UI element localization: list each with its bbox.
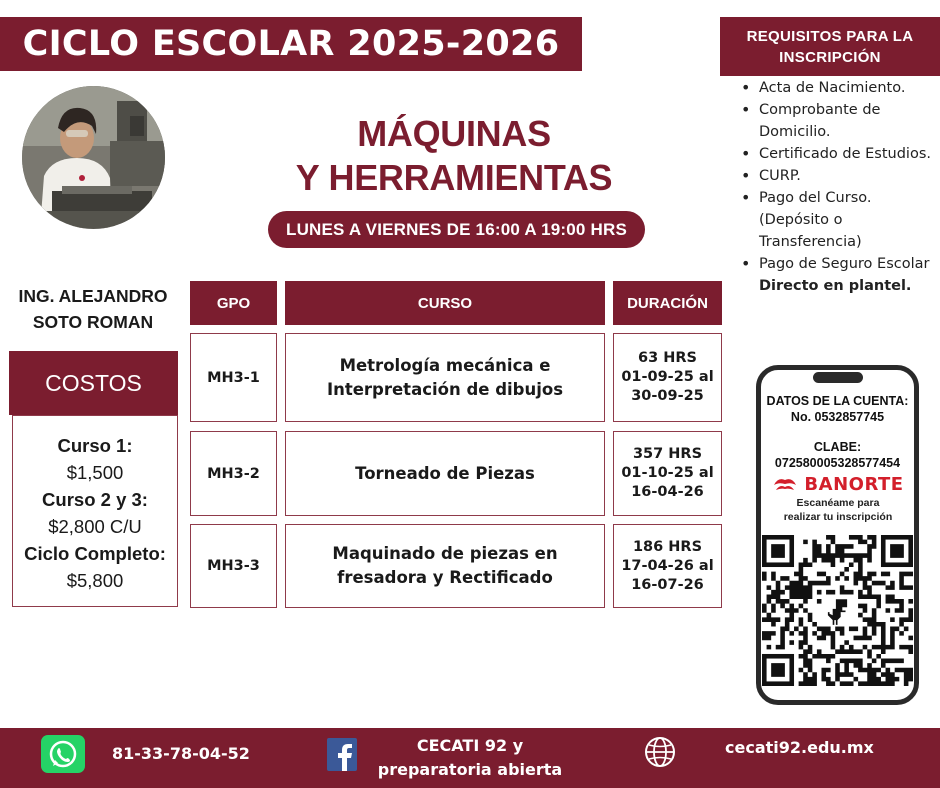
student-photo	[22, 86, 165, 229]
account-title: DATOS DE LA CUENTA:	[766, 394, 909, 408]
requirement-insurance-text: Pago de Seguro Escolar	[759, 256, 930, 272]
table-cell-duracion	[613, 431, 722, 516]
duration-start: 01-10-25 al	[621, 465, 714, 481]
bank-account-info	[760, 393, 915, 471]
cost-label: Curso 2 y 3:	[42, 489, 148, 510]
requirement-item: • CURP.	[740, 165, 940, 187]
cost-value: $1,500	[66, 462, 124, 483]
bank-name: BANORTE	[804, 473, 904, 495]
course-name-line1: Maquinado de piezas en	[332, 544, 558, 563]
qr-center-dino-icon	[821, 594, 853, 626]
footer-website[interactable]: cecati92.edu.mx	[725, 738, 874, 757]
course-name-line1: Torneado de Piezas	[355, 463, 535, 483]
account-number: No. 0532857745	[790, 410, 885, 424]
duration-hours: 63 HRS	[638, 350, 697, 366]
table-cell-gpo: MH3-1	[190, 333, 277, 422]
clabe-number: 072580005328577454	[774, 456, 901, 470]
duration-end: 16-07-26	[631, 576, 704, 593]
requirement-item: • Acta de Nacimiento.	[740, 77, 940, 99]
header-title: CICLO ESCOLAR 2025-2026	[22, 24, 560, 64]
facebook-icon[interactable]	[327, 738, 357, 771]
clabe-label: CLABE:	[813, 440, 862, 454]
duration-hours: 357 HRS	[632, 446, 703, 462]
duration-hours: 186 HRS	[632, 538, 703, 555]
table-header-gpo: GPO	[190, 281, 277, 325]
cost-value: $2,800 C/U	[48, 516, 142, 537]
table-header-duracion: DURACIÓN	[613, 281, 722, 325]
cost-label: Ciclo Completo:	[24, 543, 166, 564]
table-cell-duracion	[613, 524, 722, 608]
costs-list	[12, 415, 178, 607]
phone-notch	[813, 372, 863, 383]
whatsapp-icon[interactable]	[41, 735, 85, 773]
program-title-line2: Y HERRAMIENTAS	[295, 157, 613, 198]
schedule-badge: LUNES A VIERNES DE 16:00 A 19:00 HRS	[268, 211, 645, 248]
qr-finder-pattern	[762, 654, 794, 686]
scan-line1: Escanéame para	[796, 497, 880, 509]
table-cell-curso	[285, 524, 605, 608]
requirement-item: • Pago del Curso. (Depósito o Transferencia)	[740, 187, 940, 253]
program-title-line1: MÁQUINAS	[357, 113, 551, 154]
qr-finder-pattern	[881, 535, 913, 567]
requirement-insurance-bold: Directo en plantel.	[759, 278, 912, 294]
cost-value: $5,800	[66, 570, 124, 591]
requirement-item: • Comprobante de Domicilio.	[740, 99, 940, 143]
header-banner	[0, 17, 582, 71]
requirement-item: • Certificado de Estudios.	[740, 143, 940, 165]
table-cell-gpo: MH3-2	[190, 431, 277, 516]
qr-finder-pattern	[762, 535, 794, 567]
instructor-name	[12, 283, 174, 335]
course-name-line2: fresadora y Rectificado	[337, 568, 553, 587]
course-name-line1: Metrología mecánica e	[339, 355, 551, 375]
duration-end: 30-09-25	[631, 388, 704, 404]
footer-facebook-line2: preparatoria abierta	[377, 760, 563, 779]
table-cell-curso	[285, 431, 605, 516]
requirements-title: REQUISITOS PARA LA INSCRIPCIÓN	[720, 17, 940, 76]
table-header-curso: CURSO	[285, 281, 605, 325]
footer-phone[interactable]: 81-33-78-04-52	[112, 744, 250, 763]
duration-start: 17-04-26 al	[621, 557, 714, 574]
costs-header: COSTOS	[9, 351, 178, 415]
program-title	[256, 112, 652, 200]
instructor-line2: SOTO ROMAN	[32, 312, 154, 332]
scan-line2: realizar tu inscripción	[783, 511, 893, 523]
requirements-list	[740, 77, 940, 297]
table-cell-gpo: MH3-3	[190, 524, 277, 608]
qr-code-graphic	[762, 535, 913, 686]
duration-end: 16-04-26	[631, 484, 704, 500]
table-cell-curso	[285, 333, 605, 422]
banorte-logo	[765, 474, 911, 494]
scan-instructions	[765, 496, 911, 524]
footer-facebook-line1: CECATI 92 y	[416, 736, 524, 755]
globe-icon[interactable]	[644, 736, 676, 768]
qr-code[interactable]	[762, 535, 913, 686]
instructor-line1: ING. ALEJANDRO	[18, 286, 168, 306]
cost-label: Curso 1:	[57, 435, 133, 456]
student-photo-illustration	[22, 86, 165, 229]
footer-facebook-text[interactable]	[360, 734, 580, 782]
duration-start: 01-09-25 al	[621, 369, 714, 385]
requirement-item-insurance	[740, 253, 940, 297]
course-name-line2: Interpretación de dibujos	[326, 379, 564, 399]
banorte-logo-icon	[772, 476, 798, 492]
table-cell-duracion	[613, 333, 722, 422]
